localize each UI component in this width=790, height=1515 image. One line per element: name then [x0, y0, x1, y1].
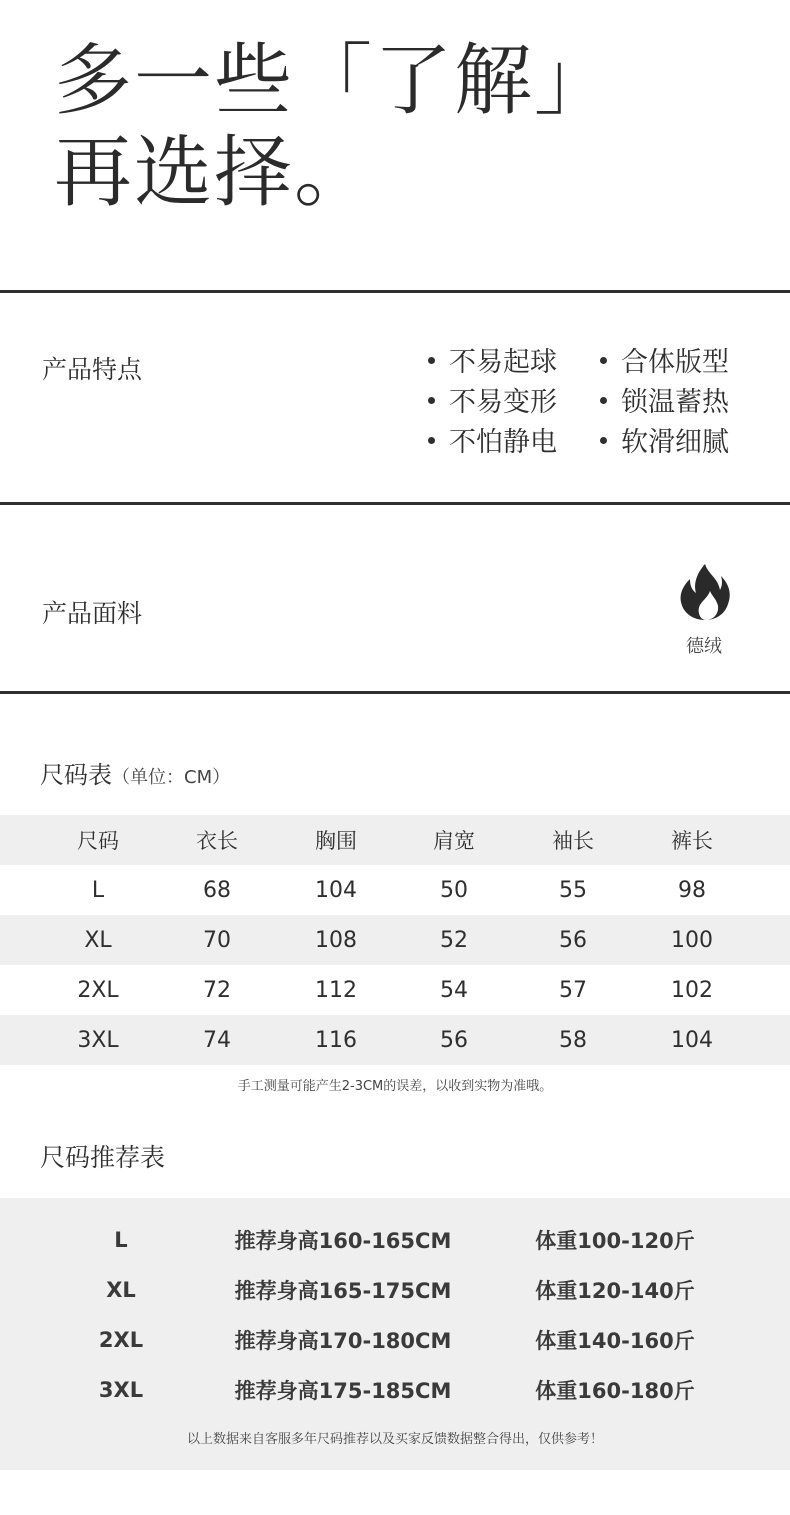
bullet-icon [600, 397, 607, 404]
feature-item: 合体版型 [596, 346, 764, 380]
recommend-weight: 体重140-160斤 [535, 1329, 695, 1353]
feature-item: 不易起球 [424, 346, 596, 380]
table-cell: 116 [315, 1027, 357, 1053]
recommend-size: 2XL [98, 1328, 144, 1352]
feature-item: 软滑细腻 [596, 426, 764, 460]
table-cell: XL [84, 927, 112, 953]
recommend-row [0, 1370, 790, 1410]
bullet-icon [600, 437, 607, 444]
table-row [0, 1015, 790, 1065]
table-cell: 102 [671, 977, 713, 1003]
table-cell: 54 [440, 977, 468, 1003]
recommend-size: XL [106, 1278, 136, 1302]
size-chart-note: 手工测量可能产生2-3CM的误差，以收到实物为准哦。 [237, 1079, 553, 1094]
table-cell: 68 [203, 877, 231, 903]
size-chart-title [40, 755, 230, 790]
recommend-table [0, 1198, 790, 1470]
divider-bottom [0, 691, 790, 694]
feature-item: 锁温蓄热 [596, 386, 764, 420]
table-cell: 70 [203, 927, 231, 953]
table-cell: 100 [671, 927, 713, 953]
column-header: 胸围 [315, 829, 357, 853]
divider-middle [0, 502, 790, 505]
table-cell: 58 [559, 1027, 587, 1053]
headline-line-2: 再选择。 [54, 128, 375, 218]
table-cell: 57 [559, 977, 587, 1003]
column-header: 裤长 [671, 829, 713, 853]
features-label: 产品特点 [42, 355, 143, 384]
headline-line-1: 多一些「了解」 [54, 36, 615, 126]
recommend-title: 尺码推荐表 [40, 1143, 166, 1172]
table-cell: 98 [678, 877, 706, 903]
fabric-name: 德绒 [686, 636, 722, 657]
table-row [0, 915, 790, 965]
table-cell: L [91, 877, 105, 903]
recommend-row [0, 1320, 790, 1360]
table-cell: 2XL [77, 977, 119, 1003]
column-header: 衣长 [196, 829, 238, 853]
table-cell: 72 [203, 977, 231, 1003]
divider-top [0, 290, 790, 293]
recommend-height: 推荐身高165-175CM [234, 1279, 452, 1303]
recommend-weight: 体重100-120斤 [535, 1229, 695, 1253]
features-list [424, 346, 764, 460]
table-cell: 74 [203, 1027, 231, 1053]
fire-icon [678, 562, 732, 622]
feature-item: 不怕静电 [424, 426, 596, 460]
recommend-height: 推荐身高160-165CM [234, 1229, 452, 1253]
bullet-icon [600, 357, 607, 364]
recommend-height: 推荐身高175-185CM [234, 1379, 452, 1403]
table-cell: 104 [671, 1027, 713, 1053]
table-cell: 104 [315, 877, 357, 903]
recommend-size: L [114, 1228, 128, 1252]
table-cell: 56 [440, 1027, 468, 1053]
recommend-row [0, 1220, 790, 1260]
recommend-height: 推荐身高170-180CM [234, 1329, 452, 1353]
size-chart-title-text: 尺码表 [40, 761, 112, 789]
table-cell: 108 [315, 927, 357, 953]
table-row [0, 965, 790, 1015]
table-cell: 3XL [77, 1027, 119, 1053]
bullet-icon [428, 437, 435, 444]
size-chart-unit: （单位：CM） [112, 767, 231, 788]
column-header: 尺码 [77, 829, 119, 853]
bullet-icon [428, 397, 435, 404]
column-header: 肩宽 [433, 829, 475, 853]
bullet-icon [428, 357, 435, 364]
table-header-row [0, 815, 790, 865]
recommend-size: 3XL [98, 1378, 144, 1402]
table-cell: 56 [559, 927, 587, 953]
table-cell: 55 [559, 877, 587, 903]
feature-item: 不易变形 [424, 386, 596, 420]
table-cell: 52 [440, 927, 468, 953]
recommend-weight: 体重120-140斤 [535, 1279, 695, 1303]
fabric-label: 产品面料 [42, 599, 143, 628]
table-cell: 50 [440, 877, 468, 903]
table-row [0, 865, 790, 915]
recommend-note: 以上数据来自客服多年尺码推荐以及买家反馈数据整合得出，仅供参考！ [186, 1432, 603, 1447]
size-table [0, 815, 790, 1065]
recommend-weight: 体重160-180斤 [535, 1379, 695, 1403]
column-header: 袖长 [552, 829, 594, 853]
recommend-row [0, 1270, 790, 1310]
table-cell: 112 [315, 977, 357, 1003]
